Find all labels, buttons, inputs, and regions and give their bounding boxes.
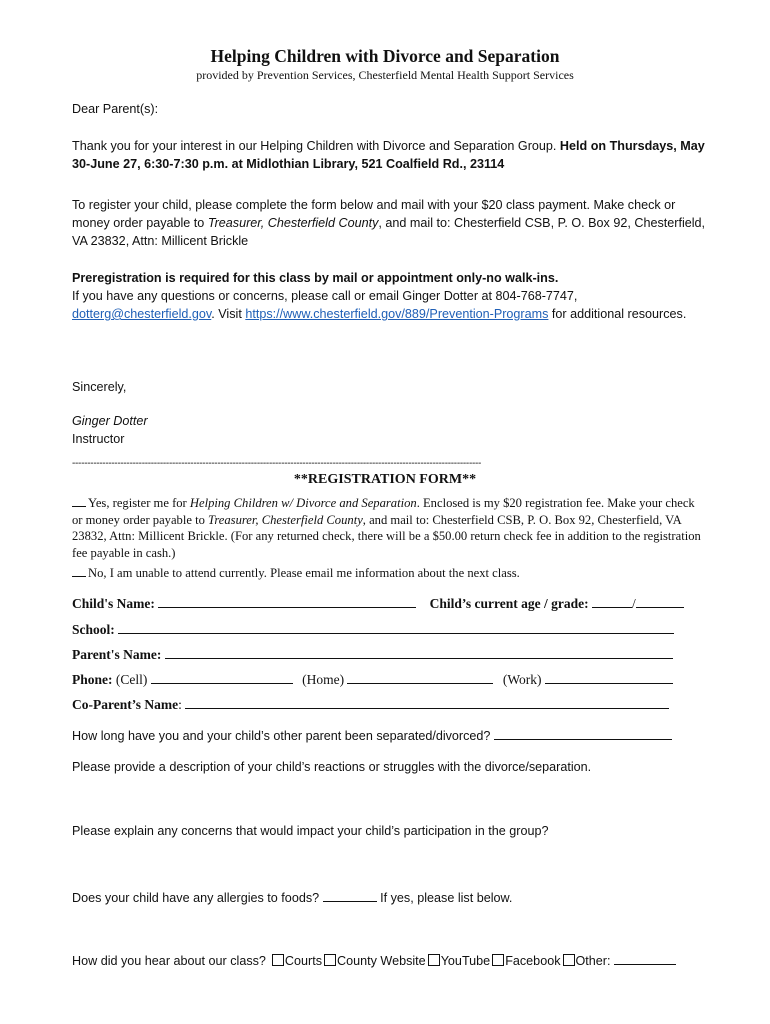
source-courts: Courts <box>284 954 323 968</box>
yes-option[interactable] <box>72 495 702 561</box>
payment-paragraph <box>72 196 712 250</box>
signature: Ginger Dotter <box>72 414 148 428</box>
courts-checkbox[interactable] <box>272 954 284 966</box>
coparent-label: Co-Parent’s Name <box>72 697 179 712</box>
school-field[interactable] <box>118 620 674 634</box>
parent-row <box>72 645 684 663</box>
school-row <box>72 620 684 638</box>
intro-text: Thank you for your interest in our Helping Children with Divorce and Separation Group. <box>72 139 560 153</box>
cut-line-divider: --------------------------------------------------------------------------------------------------------------------------------------- <box>72 458 482 469</box>
question-reactions: Please provide a description of your child’s reactions or struggles with the divorce/separation. <box>72 760 592 774</box>
no-checkmark-blank[interactable] <box>72 574 86 577</box>
child-age-label: Child’s current age / grade: <box>429 596 589 611</box>
signature-role: Instructor <box>72 432 125 446</box>
phone-row <box>72 670 684 688</box>
q4-text-a: Does your child have any allergies to foods? <box>72 891 320 905</box>
phone-label: Phone: <box>72 672 113 687</box>
question-concerns: Please explain any concerns that would impact your child’s participation in the group? <box>72 824 549 838</box>
yes-text-b: . Enclosed is my $20 registration fee. Make your check or money order payable to <box>72 496 695 527</box>
facebook-checkbox[interactable] <box>492 954 504 966</box>
no-option[interactable] <box>72 565 702 582</box>
resources-text: for additional resources. <box>548 307 687 321</box>
source-facebook: Facebook <box>505 954 561 968</box>
q4-text-b: If yes, please list below. <box>380 891 513 905</box>
child-name-field[interactable] <box>158 594 416 608</box>
home-phone-field[interactable] <box>347 670 493 684</box>
work-phone-field[interactable] <box>545 670 673 684</box>
contact-text: If you have any questions or concerns, please call or email Ginger Dotter at 804-768-7747, <box>72 289 578 303</box>
question-allergies <box>72 888 702 905</box>
no-text: No, I am unable to attend currently. Please email me information about the next class. <box>88 566 520 580</box>
email-link[interactable]: dotterg@chesterfield.gov <box>72 307 212 321</box>
county-website-checkbox[interactable] <box>324 954 336 966</box>
yes-text-a: Yes, register me for <box>88 496 190 510</box>
work-label: (Work) <box>502 672 542 687</box>
q1-text: How long have you and your child’s other parent been separated/divorced? <box>72 729 491 743</box>
source-other: Other: <box>575 954 611 968</box>
preregistration-notice: Preregistration is required for this class by mail or appointment only-no walk-ins. <box>72 271 559 285</box>
allergies-field[interactable] <box>323 888 377 902</box>
program-name: Helping Children w/ Divorce and Separation <box>189 496 417 510</box>
session-details: Held on Thursdays, May 30-June 27, 6:30-7:30 p.m. at Midlothian Library, 521 Coalfield Rd., 23114 <box>72 139 705 171</box>
school-label: School: <box>72 622 115 637</box>
parent-name-label: Parent's Name: <box>72 647 162 662</box>
visit-text: . Visit <box>211 307 246 321</box>
yes-checkmark-blank[interactable] <box>72 504 86 507</box>
question-separation-length <box>72 726 702 743</box>
source-county-website: County Website <box>337 954 426 968</box>
intro-paragraph <box>72 137 712 173</box>
payment-text-b: , and mail to: Chesterfield CSB, P. O. Box 92, Chesterfield, VA 23832, Attn: Millicent Brickle <box>72 216 706 248</box>
contact-paragraph <box>72 269 712 323</box>
website-link[interactable]: https://www.chesterfield.gov/889/Prevention-Programs <box>245 307 549 321</box>
registration-form-heading: **REGISTRATION FORM** <box>293 472 477 487</box>
age-grade-separator: / <box>632 596 636 611</box>
other-source-field[interactable] <box>614 951 676 965</box>
separation-length-field[interactable] <box>494 726 672 740</box>
page-title: Helping Children with Divorce and Separation <box>210 46 560 66</box>
youtube-checkbox[interactable] <box>428 954 440 966</box>
parent-name-field[interactable] <box>165 645 673 659</box>
coparent-name-field[interactable] <box>185 695 669 709</box>
q5-text: How did you hear about our class? <box>72 954 266 968</box>
salutation: Dear Parent(s): <box>72 102 159 116</box>
closing: Sincerely, <box>72 380 127 394</box>
payee-name: Treasurer, Chesterfield County <box>207 216 379 230</box>
child-age-field[interactable] <box>592 594 632 608</box>
child-row <box>72 594 684 612</box>
coparent-colon: : <box>178 697 182 712</box>
coparent-row <box>72 695 684 713</box>
yes-text-c: , and mail to: Chesterfield CSB, P. O. Box 92, Chesterfield, VA 23832, Attn: Millicent Brickle. (For any returned check, there will be a $50.00 return check fee in addition to the registration fee payable in cash.) <box>72 512 701 560</box>
payee-name-form: Treasurer, Chesterfield County <box>208 512 363 527</box>
child-name-label: Child's Name: <box>72 596 155 611</box>
payment-text-a: To register your child, please complete the form below and mail with your $20 class payment. Make check or money order payable to <box>72 198 676 230</box>
page-subtitle: provided by Prevention Services, Chesterfield Mental Health Support Services <box>196 68 574 82</box>
other-checkbox[interactable] <box>563 954 575 966</box>
source-youtube: YouTube <box>440 954 491 968</box>
question-referral <box>72 951 702 968</box>
cell-phone-field[interactable] <box>151 670 293 684</box>
child-grade-field[interactable] <box>636 594 684 608</box>
home-label: (Home) <box>302 672 345 687</box>
cell-label: (Cell) <box>115 672 148 687</box>
